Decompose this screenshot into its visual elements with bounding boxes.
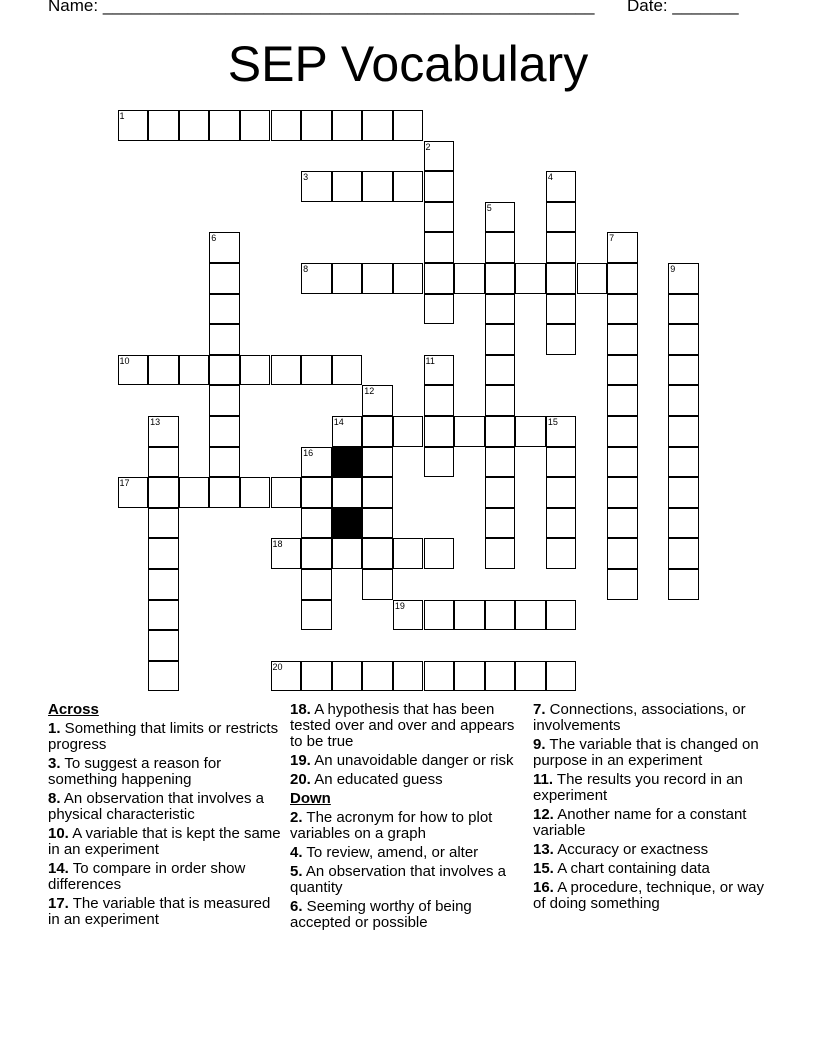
clue-number: 11. xyxy=(533,771,554,788)
crossword-cell[interactable] xyxy=(148,538,179,569)
crossword-cell[interactable] xyxy=(546,294,577,325)
crossword-cell[interactable] xyxy=(424,294,455,325)
crossword-cell[interactable] xyxy=(485,508,516,539)
crossword-cell[interactable] xyxy=(148,355,179,386)
crossword-cell[interactable] xyxy=(118,477,149,508)
crossword-cell[interactable] xyxy=(148,416,179,447)
crossword-cell[interactable] xyxy=(393,416,424,447)
clue xyxy=(533,861,769,877)
crossword-cell[interactable] xyxy=(485,600,516,631)
crossword-cell[interactable] xyxy=(546,538,577,569)
crossword-cell[interactable] xyxy=(240,477,271,508)
clue xyxy=(290,899,526,931)
clue-number: 14. xyxy=(48,860,69,877)
crossword-cell[interactable] xyxy=(607,324,638,355)
crossword-cell[interactable] xyxy=(148,447,179,478)
clue xyxy=(533,702,769,734)
clue-number: 11 xyxy=(425,355,435,366)
crossword-cell[interactable] xyxy=(424,263,455,294)
crossword-cell[interactable] xyxy=(271,538,302,569)
date-blank[interactable]: _______ xyxy=(672,0,739,15)
crossword-cell[interactable] xyxy=(209,232,240,263)
clue-number: 10. xyxy=(48,825,69,842)
crossword-cell[interactable] xyxy=(118,110,149,141)
clue-number: 5. xyxy=(290,863,303,880)
clue-text: An observation that involves a quantity xyxy=(290,863,506,896)
crossword-cell[interactable] xyxy=(424,171,455,202)
clue-number: 1. xyxy=(48,720,61,737)
crossword-cell[interactable] xyxy=(546,202,577,233)
crossword-cell[interactable] xyxy=(607,447,638,478)
crossword-cell[interactable] xyxy=(271,661,302,692)
crossword-cell[interactable] xyxy=(546,263,577,294)
crossword-cell[interactable] xyxy=(424,416,455,447)
crossword-cell[interactable] xyxy=(546,477,577,508)
crossword-cell[interactable] xyxy=(607,294,638,325)
crossword-cell[interactable] xyxy=(607,538,638,569)
crossword-cell[interactable] xyxy=(332,355,363,386)
crossword-cell[interactable] xyxy=(668,263,699,294)
crossword-cell[interactable] xyxy=(271,355,302,386)
crossword-cell[interactable] xyxy=(515,661,546,692)
crossword-cell[interactable] xyxy=(485,232,516,263)
clue-text: Something that limits or restricts progress xyxy=(48,720,279,753)
crossword-cell[interactable] xyxy=(424,538,455,569)
clue xyxy=(290,772,526,788)
crossword-cell[interactable] xyxy=(301,110,332,141)
crossword-cell[interactable] xyxy=(454,600,485,631)
crossword-cell[interactable] xyxy=(546,416,577,447)
crossword-cell[interactable] xyxy=(148,630,179,661)
clue-text: To review, amend, or alter xyxy=(302,844,479,861)
crossword-cell[interactable] xyxy=(362,508,393,539)
crossword-cell[interactable] xyxy=(424,600,455,631)
clue-number: 8 xyxy=(303,264,309,274)
crossword-cell[interactable] xyxy=(209,110,240,141)
crossword-cell[interactable] xyxy=(209,263,240,294)
crossword-cell[interactable] xyxy=(362,661,393,692)
crossword-cell[interactable] xyxy=(148,661,179,692)
crossword-cell[interactable] xyxy=(362,263,393,294)
crossword-cell[interactable] xyxy=(362,416,393,447)
crossword-cell[interactable] xyxy=(424,661,455,692)
crossword-cell[interactable] xyxy=(485,416,516,447)
crossword-cell[interactable] xyxy=(607,416,638,447)
crossword-cell[interactable] xyxy=(271,110,302,141)
clue-number: 13 xyxy=(150,417,161,427)
clue-number: 6. xyxy=(290,898,303,915)
name-blank[interactable]: ____________________________________________________ xyxy=(102,0,595,15)
crossword-cell[interactable] xyxy=(301,477,332,508)
crossword-cell[interactable] xyxy=(607,477,638,508)
crossword-cell[interactable] xyxy=(607,263,638,294)
clue-text: Connections, associations, or involvements xyxy=(533,701,746,734)
crossword-cell[interactable] xyxy=(179,355,210,386)
clue-text: Seeming worthy of being accepted or possible xyxy=(290,898,472,931)
name-label: Name: xyxy=(48,0,99,15)
clue-text: A procedure, technique, or way of doing something xyxy=(533,879,764,912)
clue-number: 5 xyxy=(486,202,492,213)
crossword-cell[interactable] xyxy=(209,385,240,416)
clue xyxy=(290,753,526,769)
clue-number: 2 xyxy=(425,141,431,152)
crossword-cell[interactable] xyxy=(546,447,577,478)
crossword-cell[interactable] xyxy=(332,110,363,141)
crossword-cell[interactable] xyxy=(148,569,179,600)
crossword-cell[interactable] xyxy=(485,355,516,386)
clue-number: 17 xyxy=(119,478,130,489)
crossword-cell[interactable] xyxy=(148,508,179,539)
black-square xyxy=(332,508,363,539)
clue-number: 3. xyxy=(48,755,61,772)
clue-number: 7 xyxy=(609,233,615,244)
crossword-cell[interactable] xyxy=(301,538,332,569)
crossword-cell[interactable] xyxy=(362,385,393,416)
crossword-cell[interactable] xyxy=(209,447,240,478)
crossword-cell[interactable] xyxy=(209,477,240,508)
clue xyxy=(533,880,769,912)
clue-number: 19. xyxy=(290,752,311,769)
crossword-cell[interactable] xyxy=(485,447,516,478)
clue-text: An educated guess xyxy=(310,771,443,788)
crossword-cell[interactable] xyxy=(362,538,393,569)
crossword-cell[interactable] xyxy=(668,508,699,539)
crossword-cell[interactable] xyxy=(485,538,516,569)
crossword-cell[interactable] xyxy=(209,294,240,325)
crossword-cell[interactable] xyxy=(485,202,516,233)
clue-number: 4 xyxy=(547,172,553,183)
clue-text: A chart containing data xyxy=(553,860,710,877)
crossword-cell[interactable] xyxy=(485,661,516,692)
crossword-cell[interactable] xyxy=(515,263,546,294)
clue-number: 9. xyxy=(533,736,546,753)
crossword-cell[interactable] xyxy=(332,661,363,692)
crossword-cell[interactable] xyxy=(209,324,240,355)
crossword-cell[interactable] xyxy=(362,171,393,202)
clue-text: An unavoidable danger or risk xyxy=(310,752,514,769)
crossword-cell[interactable] xyxy=(393,661,424,692)
crossword-cell[interactable] xyxy=(332,171,363,202)
crossword-cell[interactable] xyxy=(148,600,179,631)
crossword-cell[interactable] xyxy=(424,447,455,478)
crossword-cell[interactable] xyxy=(301,569,332,600)
clue xyxy=(48,721,284,753)
page-title: SEP Vocabulary xyxy=(227,36,589,92)
crossword-cell[interactable] xyxy=(179,110,210,141)
across-heading: Across xyxy=(48,701,99,718)
crossword-cell[interactable] xyxy=(515,600,546,631)
clue-number: 6 xyxy=(211,233,217,244)
clue-number: 15. xyxy=(533,860,554,877)
crossword-cell[interactable] xyxy=(148,110,179,141)
crossword-cell[interactable] xyxy=(301,508,332,539)
crossword-cell[interactable] xyxy=(607,569,638,600)
clue-number: 20. xyxy=(290,771,311,788)
clue-text: A variable that is kept the same in an experiment xyxy=(48,825,281,858)
clue xyxy=(290,702,526,750)
clue-number: 12 xyxy=(364,386,375,397)
crossword-cell[interactable] xyxy=(546,324,577,355)
crossword-cell[interactable] xyxy=(148,477,179,508)
crossword-cell[interactable] xyxy=(179,477,210,508)
date-label: Date: xyxy=(627,0,668,15)
crossword-cell[interactable] xyxy=(118,355,149,386)
clue-number: 4. xyxy=(290,844,303,861)
crossword-cell[interactable] xyxy=(485,477,516,508)
crossword-cell[interactable] xyxy=(607,232,638,263)
crossword-cell[interactable] xyxy=(271,477,302,508)
crossword-cell[interactable] xyxy=(301,263,332,294)
crossword-cell[interactable] xyxy=(546,600,577,631)
crossword-cell[interactable] xyxy=(332,538,363,569)
crossword-cell[interactable] xyxy=(332,416,363,447)
clue xyxy=(533,807,769,839)
clue-number: 20 xyxy=(272,661,283,672)
clue-number: 15 xyxy=(547,417,558,427)
clue xyxy=(48,861,284,893)
clue-text: The acronym for how to plot variables on a graph xyxy=(290,809,493,842)
crossword-cell[interactable] xyxy=(424,232,455,263)
clue-number: 13. xyxy=(533,841,554,858)
crossword-cell[interactable] xyxy=(607,385,638,416)
clue-number: 10 xyxy=(119,355,130,366)
crossword-cell[interactable] xyxy=(668,355,699,386)
clue xyxy=(48,826,284,858)
crossword-cell[interactable] xyxy=(301,661,332,692)
clue xyxy=(533,737,769,769)
down-heading: Down xyxy=(290,790,331,807)
crossword-cell[interactable] xyxy=(362,110,393,141)
clue-number: 8. xyxy=(48,790,61,807)
crossword-cell[interactable] xyxy=(209,355,240,386)
crossword-cell[interactable] xyxy=(515,416,546,447)
clue-text: Another name for a constant variable xyxy=(533,806,747,839)
clue xyxy=(48,756,284,788)
crossword-cell[interactable] xyxy=(454,263,485,294)
crossword-cell[interactable] xyxy=(362,569,393,600)
crossword-cell[interactable] xyxy=(332,477,363,508)
clue-number: 1 xyxy=(119,111,125,121)
clue-text: The results you record in an experiment xyxy=(533,771,743,804)
crossword-cell[interactable] xyxy=(393,110,424,141)
crossword-cell[interactable] xyxy=(454,416,485,447)
clue-number: 7. xyxy=(533,701,546,718)
crossword-cell[interactable] xyxy=(607,508,638,539)
clue-number: 14 xyxy=(333,417,344,427)
crossword-cell[interactable] xyxy=(301,600,332,631)
crossword-cell[interactable] xyxy=(393,600,424,631)
clue xyxy=(48,896,284,928)
clue xyxy=(290,845,526,861)
clue-text: Accuracy or exactness xyxy=(553,841,709,858)
clue xyxy=(533,842,769,858)
clue-text: To compare in order show differences xyxy=(48,860,246,893)
clue-number: 2. xyxy=(290,809,303,826)
clue-column-1 xyxy=(48,702,284,931)
clue-column-2 xyxy=(290,702,526,934)
crossword-cell[interactable] xyxy=(240,110,271,141)
crossword-cell[interactable] xyxy=(424,202,455,233)
crossword-cell[interactable] xyxy=(362,477,393,508)
clue-number: 16. xyxy=(533,879,554,896)
crossword-cell[interactable] xyxy=(546,661,577,692)
crossword-cell[interactable] xyxy=(240,355,271,386)
crossword-cell[interactable] xyxy=(424,385,455,416)
clue-text: The variable that is measured in an experiment xyxy=(48,895,271,928)
clue-number: 9 xyxy=(670,264,676,274)
crossword-cell[interactable] xyxy=(485,324,516,355)
black-square xyxy=(332,447,363,478)
crossword-cell[interactable] xyxy=(424,141,455,172)
crossword-cell[interactable] xyxy=(301,355,332,386)
clue xyxy=(48,791,284,823)
crossword-cell[interactable] xyxy=(485,385,516,416)
clue xyxy=(290,810,526,842)
crossword-cell[interactable] xyxy=(668,538,699,569)
clue-number: 12. xyxy=(533,806,554,823)
clue-column-3 xyxy=(533,702,769,915)
clue-text: To suggest a reason for something happening xyxy=(48,755,222,788)
clue-text: A hypothesis that has been tested over and over and appears to be true xyxy=(290,701,515,750)
clue xyxy=(533,772,769,804)
crossword-cell[interactable] xyxy=(393,263,424,294)
crossword-cell[interactable] xyxy=(668,324,699,355)
crossword-cell[interactable] xyxy=(393,171,424,202)
clue-number: 18 xyxy=(272,539,283,550)
crossword-cell[interactable] xyxy=(577,263,608,294)
crossword-cell[interactable] xyxy=(546,232,577,263)
crossword-cell[interactable] xyxy=(668,294,699,325)
clue-number: 18. xyxy=(290,701,311,718)
crossword-cell[interactable] xyxy=(332,263,363,294)
clue xyxy=(290,864,526,896)
crossword-cell[interactable] xyxy=(209,416,240,447)
crossword-cell[interactable] xyxy=(668,569,699,600)
crossword-cell[interactable] xyxy=(393,538,424,569)
crossword-cell[interactable] xyxy=(485,294,516,325)
crossword-cell[interactable] xyxy=(668,477,699,508)
clue-number: 19 xyxy=(394,600,405,611)
clue-text: An observation that involves a physical characteristic xyxy=(48,790,264,823)
crossword-cell[interactable] xyxy=(301,171,332,202)
crossword-cell[interactable] xyxy=(668,385,699,416)
crossword-cell[interactable] xyxy=(485,263,516,294)
crossword-cell[interactable] xyxy=(668,416,699,447)
clue-number: 3 xyxy=(303,172,309,183)
clue-number: 17. xyxy=(48,895,69,912)
clue-number: 16 xyxy=(303,447,314,458)
crossword-cell[interactable] xyxy=(607,355,638,386)
crossword-cell[interactable] xyxy=(546,508,577,539)
clue-text: The variable that is changed on purpose in an experiment xyxy=(533,736,759,769)
crossword-cell[interactable] xyxy=(424,355,455,386)
crossword-cell[interactable] xyxy=(668,447,699,478)
crossword-cell[interactable] xyxy=(454,661,485,692)
crossword-cell[interactable] xyxy=(362,447,393,478)
crossword-cell[interactable] xyxy=(546,171,577,202)
crossword-cell[interactable] xyxy=(301,447,332,478)
